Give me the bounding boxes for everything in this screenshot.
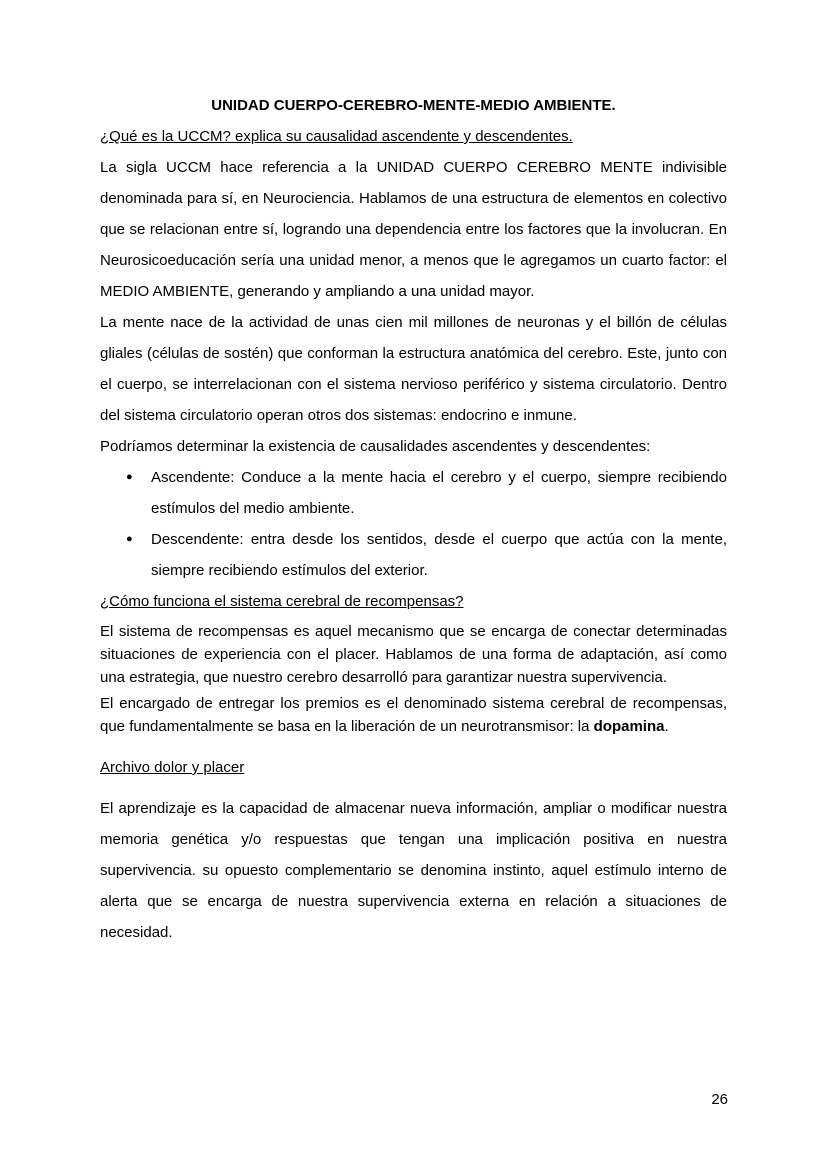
bullet-item-ascendente: [100, 462, 727, 524]
paragraph-rewards-2: [100, 692, 727, 738]
dopamina-bold-text: dopamina: [593, 718, 665, 735]
document-title: UNIDAD CUERPO-CEREBRO-MENTE-MEDIO AMBIENTE.: [211, 97, 616, 114]
paragraph-uccm-definition: La sigla UCCM hace referencia a la UNIDAD CUERPO CEREBRO MENTE indivisible denominada para sí, en Neurociencia. Hablamos de una estructura de elementos en colectivo que se relacionan entre sí, logrando una dependencia entre los factores que la involucran. En Neurosicoeducación sería una unidad menor, a menos que le agregamos un cuarto factor: el MEDIO AMBIENTE, generando y ampliando a una unidad mayor.: [100, 159, 727, 300]
bullet-item-descendente: [100, 524, 727, 586]
heading-uccm-question: ¿Qué es la UCCM? explica su causalidad ascendente y descendentes.: [100, 128, 573, 145]
paragraph-rewards-2-text: El encargado de entregar los premios es el denominado sistema cerebral de recompensas, que fundamentalmente se basa en la liberación de un neurotransmisor: la: [100, 695, 727, 735]
document-content: [100, 90, 727, 948]
bullet-text-ascendente: Ascendente: Conduce a la mente hacia el cerebro y el cuerpo, siempre recibiendo estímulos del medio ambiente.: [151, 469, 727, 517]
paragraph-causality-intro: Podríamos determinar la existencia de causalidades ascendentes y descendentes:: [100, 438, 651, 455]
bullet-icon: ●: [126, 533, 133, 545]
page-number: 26: [711, 1091, 728, 1108]
paragraph-rewards-2-period: .: [664, 718, 669, 735]
heading-archive-pain-pleasure: Archivo dolor y placer: [100, 759, 245, 776]
bullet-icon: ●: [126, 471, 133, 483]
paragraph-rewards-1: El sistema de recompensas es aquel mecanismo que se encarga de conectar determinadas situaciones de experiencia con el placer. Hablamos de una forma de adaptación, así como una estrategia, que nuestro cerebro desarrolló para garantizar nuestra supervivencia.: [100, 623, 727, 686]
heading-rewards-system: ¿Cómo funciona el sistema cerebral de recompensas?: [100, 593, 464, 610]
bullet-text-descendente: Descendente: entra desde los sentidos, desde el cuerpo que actúa con la mente, siempre recibiendo estímulos del exterior.: [151, 531, 727, 579]
causality-bullet-list: [100, 462, 727, 586]
paragraph-learning: El aprendizaje es la capacidad de almacenar nueva información, ampliar o modificar nuestra memoria genética y/o respuestas que tengan una implicación positiva en nuestra supervivencia. su opuesto complementario se denomina instinto, aquel estímulo interno de alerta que se encarga de nuestra supervivencia externa en relación a situaciones de necesidad.: [100, 800, 727, 941]
paragraph-mind-neurons: La mente nace de la actividad de unas cien mil millones de neuronas y el billón de células gliales (células de sostén) que conforman la estructura anatómica del cerebro. Este, junto con el cuerpo, se interrelacionan con el sistema nervioso periférico y sistema circulatorio. Dentro del sistema circulatorio operan otros dos sistemas: endocrino e inmune.: [100, 314, 727, 424]
